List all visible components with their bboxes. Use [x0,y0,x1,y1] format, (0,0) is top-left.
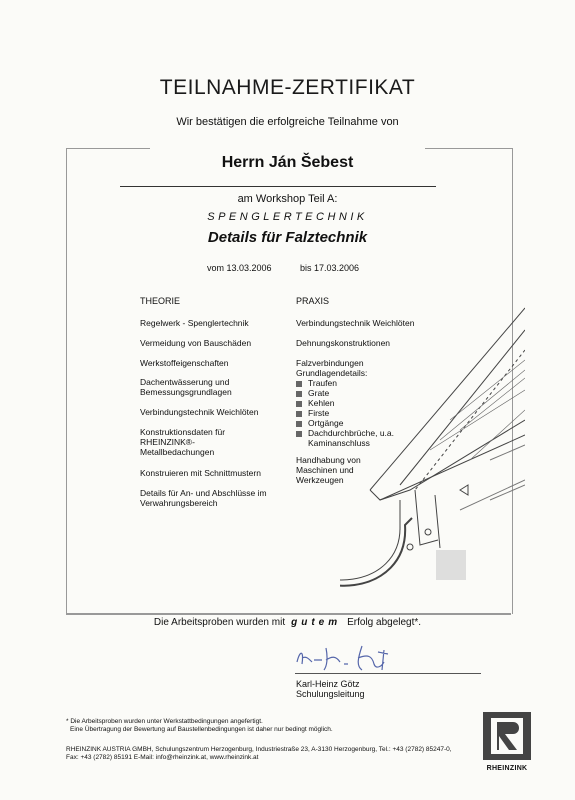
date-to: bis 17.03.2006 [300,263,360,273]
practice-item: Falzverbindungen Grundlagendetails: [296,358,368,378]
bullet-icon [296,431,302,437]
practice-item: Dehnungskonstruktionen [296,338,391,348]
result-line: Die Arbeitsproben wurden mit gutem Erfolg abgelegt*. [153,617,422,628]
footer-address: RHEINZINK AUSTRIA GMBH, Schulungszentrum Herzogenburg, Industriestraße 23, A-3130 Herzogenburg, Tel.: +43 (2782) 85247-0, Fax: +43 (2782) 85191 E-Mail: info@rheinzink.at, www.rheinzink.at [66,746,452,761]
subitem-grate: Grate [296,388,428,398]
practice-item: Verbindungstechnik Weichlöten [296,318,415,328]
footnote: * Die Arbeitsproben wurden unter Werkstattbedingungen angefertigt. Eine Übertragung der Bewertung auf Baustellenbedingungen ist daher nur bedingt möglich. [66,718,333,733]
bullet-icon [296,401,302,407]
date-from: vom 13.03.2006 [207,263,272,273]
theory-item: Konstruktionsdaten für RHEINZINK®-Metallbedachungen [140,427,226,457]
theory-item: Verbindungstechnik Weichlöten [140,407,259,417]
bullet-icon [296,381,302,387]
subitem-ortgaenge: Ortgänge [296,418,428,428]
logo-text: RHEINZINK [486,765,528,772]
practice-heading: PRAXIS [296,296,330,306]
certificate-title: TEILNAHME-ZERTIFIKAT [159,76,416,99]
signer-role: Schulungsleitung [296,689,365,699]
workshop-subtitle: Details für Falztechnik [207,229,368,246]
rheinzink-logo-icon [483,712,531,772]
subitem-dachdurchbrueche: Dachdurchbrüche, u.a. Kaminanschluss [296,428,428,448]
workshop-label: am Workshop Teil A: [237,193,338,205]
theory-item: Vermeidung von Bauschäden [140,338,252,348]
grade: gutem [291,617,342,628]
bullet-icon [296,391,302,397]
confirmation-text: Wir bestätigen die erfolgreiche Teilnahme von [176,116,399,128]
workshop-topic: SPENGLERTECHNIK [207,211,368,223]
theory-item: Dachentwässerung und Bemessungsgrundlagen [140,377,232,397]
signer-name: Karl-Heinz Götz [296,679,360,689]
frame-bottom-border [66,613,511,615]
bullet-icon [296,421,302,427]
signature-line [295,673,481,674]
theory-item: Werkstoffeigenschaften [140,358,229,368]
name-underline [120,186,436,187]
practice-subitems [296,378,428,448]
theory-item: Details für An- und Abschlüsse im Verwahrungsbereich [140,488,267,508]
participant-name: Herrn Ján Šebest [221,154,354,171]
signer-block [296,679,365,699]
practice-item: Handhabung von Maschinen und Werkzeugen [296,455,361,485]
subitem-kehlen: Kehlen [296,398,428,408]
theory-heading: THEORIE [140,296,181,306]
subitem-firste: Firste [296,408,428,418]
bullet-icon [296,411,302,417]
subitem-traufen: Traufen [296,378,428,388]
theory-item: Regelwerk - Spenglertechnik [140,318,249,328]
theory-item: Konstruieren mit Schnittmustern [140,468,261,478]
